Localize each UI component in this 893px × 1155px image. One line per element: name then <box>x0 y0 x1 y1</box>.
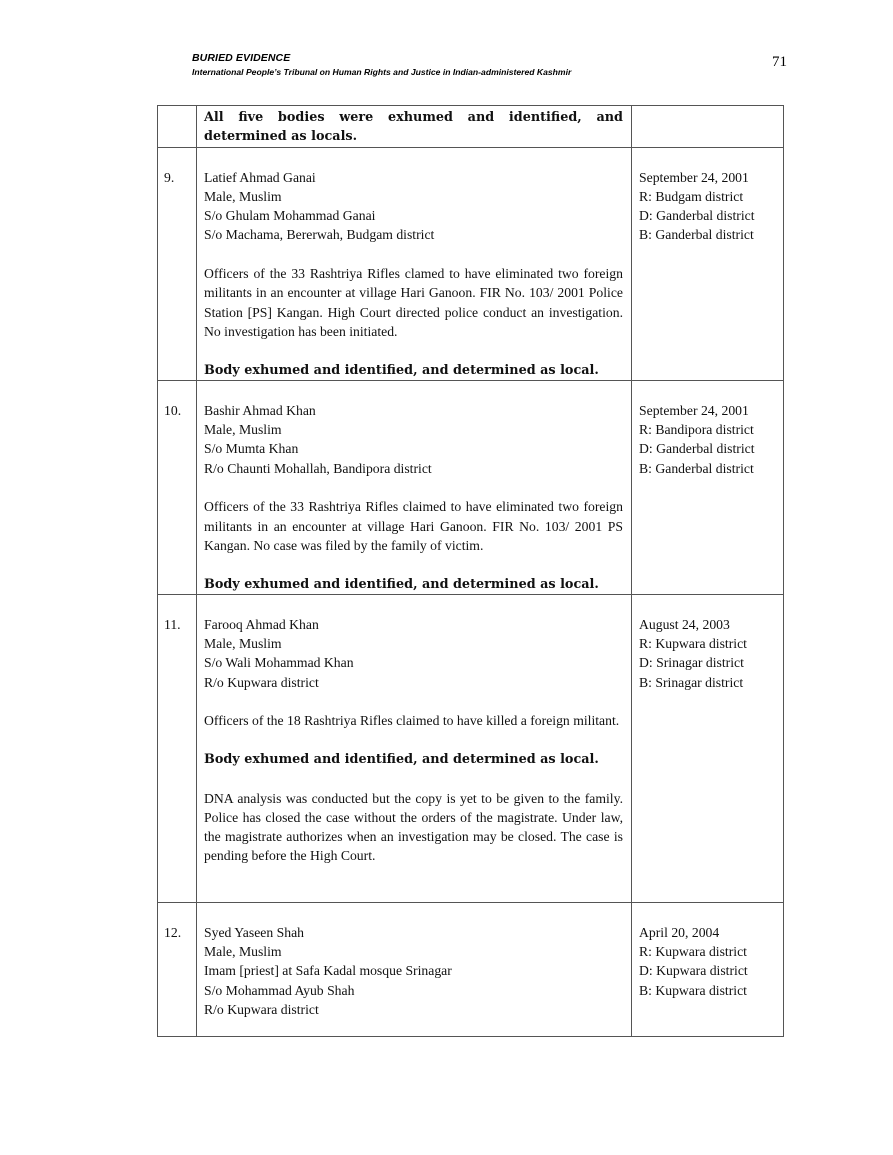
victim-parentage: S/o Wali Mohammad Khan <box>204 655 354 671</box>
date-cell <box>632 106 784 148</box>
entry-number: 11. <box>164 616 181 632</box>
running-header-subtitle: International People’s Tribunal on Human Rights and Justice in Indian-administered Kashmir <box>192 67 572 77</box>
description-cell <box>197 106 632 148</box>
case-followup: DNA analysis was conducted but the copy is yet to be given to the family. Police has closed the case without the orders of the magistrate. Under law, the magistrate authorizes when an investigation may be closed. The case is pending before the High Court. <box>204 790 623 864</box>
burial-district: B: Ganderbal district <box>639 460 754 476</box>
case-finding: Body exhumed and identified, and determined as local. <box>204 362 599 378</box>
case-narrative: Officers of the 18 Rashtriya Rifles claimed to have killed a foreign militant. <box>204 713 620 729</box>
incident-date: September 24, 2001 <box>639 402 749 418</box>
victim-residence: S/o Machama, Bererwah, Budgam district <box>204 227 435 243</box>
table-row <box>158 147 784 380</box>
death-district: D: Kupwara district <box>639 963 748 979</box>
victim-residence: R/o Kupwara district <box>204 674 319 690</box>
case-narrative: Officers of the 33 Rashtriya Rifles clamed to have eliminated two foreign militants in an encounter at village Hari Ganoon. FIR No. 103/ 2001 Police Station [PS] Kangan. High Court directed police conduct an investigation. No investigation has been initiated. <box>204 266 623 339</box>
entry-number: 10. <box>164 402 182 418</box>
case-finding: Body exhumed and identified, and determined as local. <box>204 576 599 592</box>
death-district: D: Ganderbal district <box>639 208 755 224</box>
death-district: D: Ganderbal district <box>639 441 755 457</box>
victim-residence: R/o Chaunti Mohallah, Bandipora district <box>204 460 432 476</box>
entry-number: 12. <box>164 924 182 940</box>
case-narrative: Officers of the 33 Rashtriya Rifles claimed to have eliminated two foreign militants in an encounter at village Hari Ganoon. FIR No. 103/ 2001 PS Kangan. No case was filed by the family of victim. <box>204 499 623 553</box>
table-row <box>158 902 784 1036</box>
continuation-line-2: determined as locals. <box>204 129 358 145</box>
running-header-title: BURIED EVIDENCE <box>192 52 291 64</box>
page-number: 71 <box>772 54 787 70</box>
residence-district: R: Kupwara district <box>639 636 747 652</box>
victim-occupation: Imam [priest] at Safa Kadal mosque Srinagar <box>204 963 452 979</box>
burial-district: B: Ganderbal district <box>639 227 754 243</box>
victim-parentage: S/o Mumta Khan <box>204 441 299 457</box>
victim-gender-religion: Male, Muslim <box>204 188 282 204</box>
cases-table <box>157 105 784 1037</box>
table-row <box>158 380 784 594</box>
victim-parentage: S/o Ghulam Mohammad Ganai <box>204 208 376 224</box>
residence-district: R: Kupwara district <box>639 944 747 960</box>
case-finding: Body exhumed and identified, and determined as local. <box>204 751 599 767</box>
entry-number: 9. <box>164 169 175 185</box>
continuation-line-1: All five bodies were exhumed and identified, and <box>204 110 623 125</box>
victim-name: Latief Ahmad Ganai <box>204 169 316 185</box>
incident-date: August 24, 2003 <box>639 616 730 632</box>
incident-date: April 20, 2004 <box>639 924 720 940</box>
victim-name: Syed Yaseen Shah <box>204 924 304 940</box>
table-row <box>158 594 784 902</box>
victim-name: Bashir Ahmad Khan <box>204 402 316 418</box>
victim-residence: R/o Kupwara district <box>204 1002 319 1018</box>
victim-gender-religion: Male, Muslim <box>204 422 282 438</box>
death-district: D: Srinagar district <box>639 655 744 671</box>
burial-district: B: Kupwara district <box>639 982 747 998</box>
victim-gender-religion: Male, Muslim <box>204 944 282 960</box>
burial-district: B: Srinagar district <box>639 674 744 690</box>
victim-parentage: S/o Mohammad Ayub Shah <box>204 982 355 998</box>
residence-district: R: Bandipora district <box>639 422 754 438</box>
incident-date: September 24, 2001 <box>639 169 749 185</box>
victim-name: Farooq Ahmad Khan <box>204 616 319 632</box>
number-cell <box>158 106 197 148</box>
table-row-continuation <box>158 106 784 148</box>
residence-district: R: Budgam district <box>639 188 744 204</box>
victim-gender-religion: Male, Muslim <box>204 636 282 652</box>
